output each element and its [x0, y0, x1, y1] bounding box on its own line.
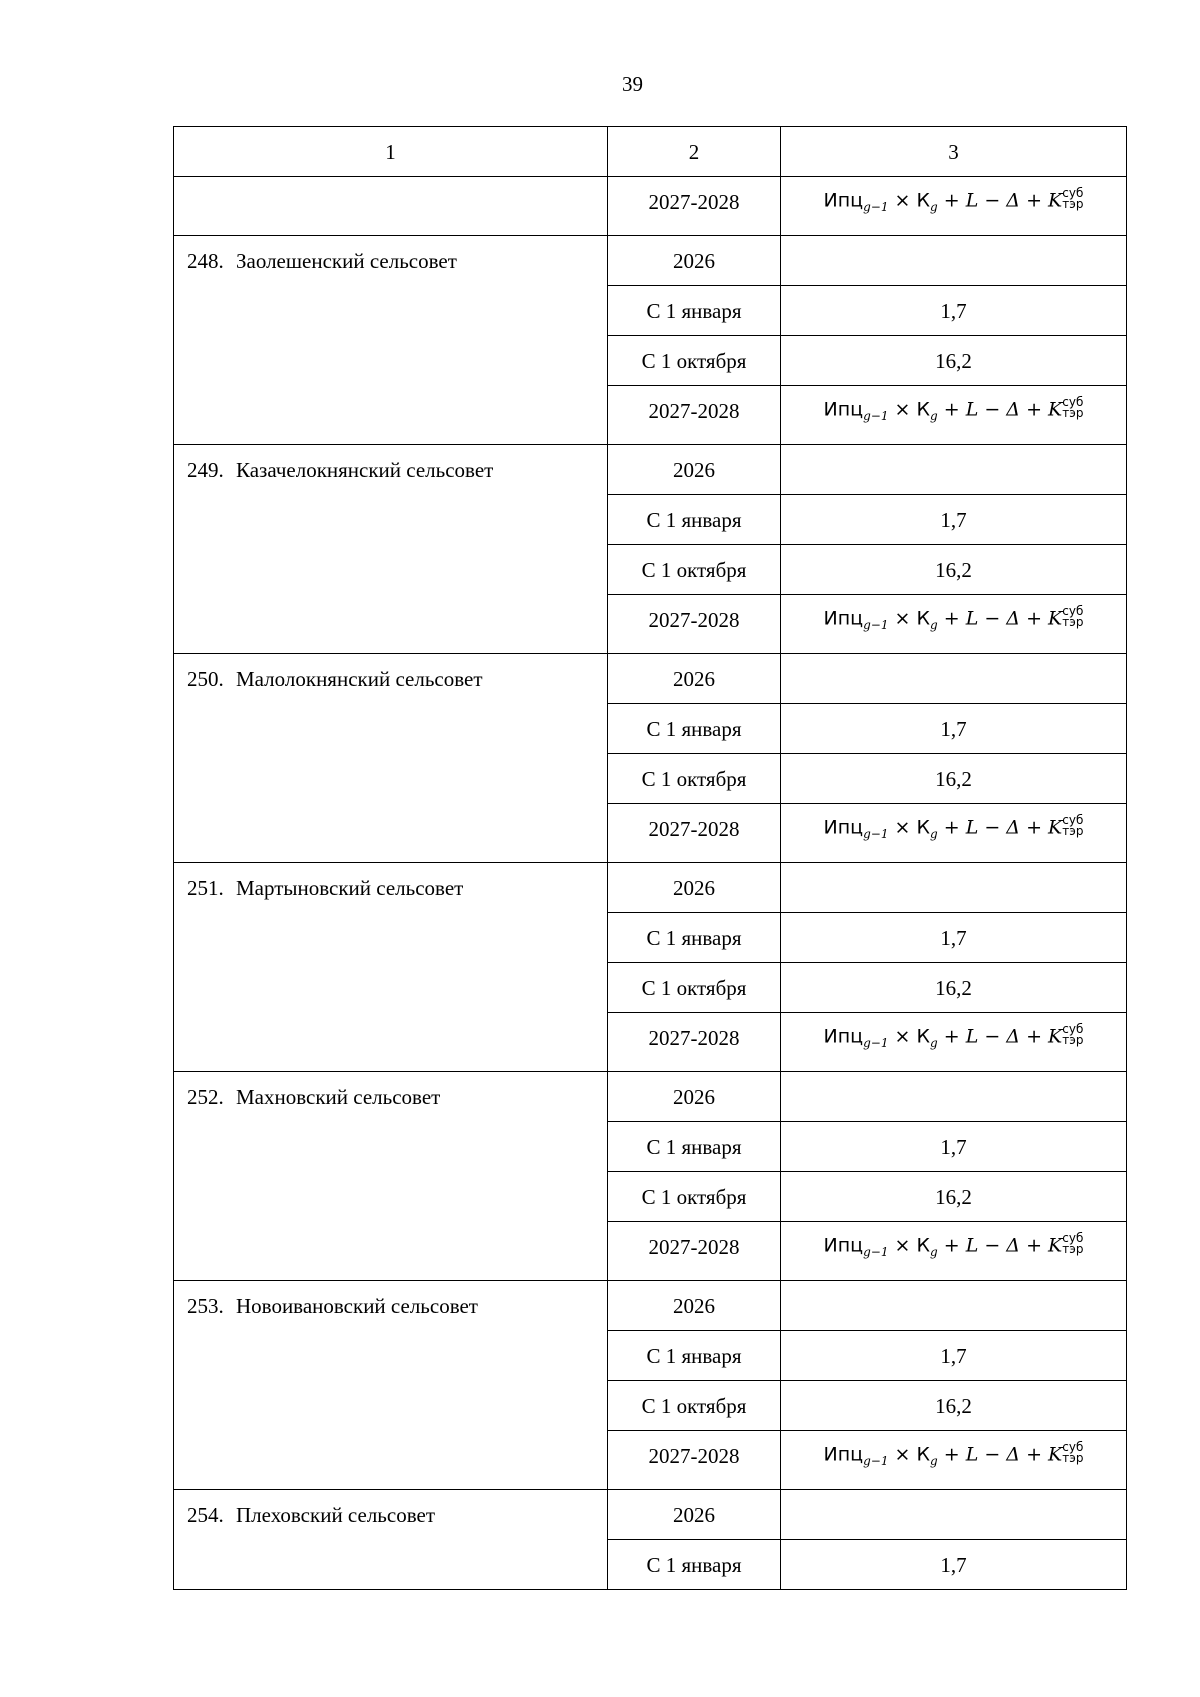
value-cell: 16,2	[781, 1381, 1127, 1431]
period-cell: С 1 января	[608, 913, 781, 963]
formula: $Ипц_{g-1} \times К_g + L - \Delta + K$ суб тэр	[823, 1440, 1084, 1469]
value-cell	[781, 1281, 1127, 1331]
value-cell: 16,2	[781, 963, 1127, 1013]
period-cell: 2026	[608, 1281, 781, 1331]
value-cell	[781, 236, 1127, 286]
header-col-1: 1	[174, 127, 608, 177]
settlement-cell	[174, 863, 608, 1072]
table-row	[174, 445, 1127, 495]
formula: $Ипц_{g-1} \times К_g + L - \Delta + K$ суб тэр	[823, 604, 1084, 633]
value-cell	[781, 177, 1127, 236]
value-cell: 1,7	[781, 913, 1127, 963]
period-cell: 2026	[608, 236, 781, 286]
row-number: 248.	[187, 249, 224, 273]
value-cell: 16,2	[781, 336, 1127, 386]
period-cell: С 1 января	[608, 495, 781, 545]
period-cell: 2027-2028	[608, 1222, 781, 1281]
row-number: 251.	[187, 876, 224, 900]
table-row	[174, 1281, 1127, 1331]
settlement-name: Малолокнянский сельсовет	[236, 667, 483, 691]
period-cell: 2026	[608, 863, 781, 913]
value-cell	[781, 1490, 1127, 1540]
table-row	[174, 177, 1127, 236]
period-cell: 2026	[608, 1072, 781, 1122]
settlement-cell	[174, 236, 608, 445]
table-row	[174, 236, 1127, 286]
value-cell: 1,7	[781, 286, 1127, 336]
value-cell: 1,7	[781, 1331, 1127, 1381]
formula: $Ипц_{g-1} \times К_g + L - \Delta + K$ суб тэр	[823, 1022, 1084, 1051]
period-cell: С 1 октября	[608, 336, 781, 386]
period-cell: 2027-2028	[608, 1431, 781, 1490]
formula: $Ипц_{g-1} \times К_g + L - \Delta + K$ суб тэр	[823, 813, 1084, 842]
settlement-name: Новоивановский сельсовет	[236, 1294, 478, 1318]
period-cell: 2027-2028	[608, 386, 781, 445]
name-cell	[174, 177, 608, 236]
period-cell: С 1 октября	[608, 1381, 781, 1431]
row-number: 253.	[187, 1294, 224, 1318]
settlement-name: Мартыновский сельсовет	[236, 876, 464, 900]
period-cell: С 1 октября	[608, 754, 781, 804]
value-cell	[781, 1431, 1127, 1490]
period-cell: 2026	[608, 654, 781, 704]
value-cell: 16,2	[781, 545, 1127, 595]
settlement-cell	[174, 1281, 608, 1490]
period-cell: 2027-2028	[608, 595, 781, 654]
period-cell: 2026	[608, 445, 781, 495]
value-cell: 1,7	[781, 495, 1127, 545]
formula: $Ипц_{g-1} \times К_g + L - \Delta + K$ суб тэр	[823, 395, 1084, 424]
settlement-cell	[174, 445, 608, 654]
page-number: 39	[622, 72, 643, 96]
header-col-3: 3	[781, 127, 1127, 177]
period-cell: С 1 января	[608, 1540, 781, 1590]
value-cell	[781, 445, 1127, 495]
settlement-name: Махновский сельсовет	[236, 1085, 441, 1109]
settlement-cell	[174, 654, 608, 863]
period-cell: С 1 октября	[608, 963, 781, 1013]
period-cell: 2027-2028	[608, 1013, 781, 1072]
period-cell: 2026	[608, 1490, 781, 1540]
value-cell: 1,7	[781, 1122, 1127, 1172]
formula: $Ипц_{g-1} \times К_g + L - \Delta + K$ суб тэр	[823, 1231, 1084, 1260]
settlement-name: Плеховский сельсовет	[236, 1503, 435, 1527]
value-cell	[781, 804, 1127, 863]
value-cell: 1,7	[781, 704, 1127, 754]
table-row	[174, 863, 1127, 913]
header-row	[174, 127, 1127, 177]
header-col-2: 2	[608, 127, 781, 177]
row-number: 249.	[187, 458, 224, 482]
value-cell	[781, 863, 1127, 913]
period-cell: С 1 октября	[608, 1172, 781, 1222]
table-row	[174, 1490, 1127, 1540]
settlement-name: Заолешенский сельсовет	[236, 249, 457, 273]
row-number: 250.	[187, 667, 224, 691]
value-cell: 16,2	[781, 754, 1127, 804]
value-cell: 16,2	[781, 1172, 1127, 1222]
value-cell	[781, 1072, 1127, 1122]
settlement-cell	[174, 1490, 608, 1590]
period-cell: 2027-2028	[608, 804, 781, 863]
value-cell	[781, 654, 1127, 704]
row-number: 254.	[187, 1503, 224, 1527]
table-row	[174, 1072, 1127, 1122]
period-cell: С 1 января	[608, 286, 781, 336]
value-cell	[781, 1013, 1127, 1072]
period-cell: С 1 января	[608, 1331, 781, 1381]
row-number: 252.	[187, 1085, 224, 1109]
value-cell: 1,7	[781, 1540, 1127, 1590]
period-cell: С 1 января	[608, 1122, 781, 1172]
table-row	[174, 654, 1127, 704]
period-cell: С 1 января	[608, 704, 781, 754]
data-table	[173, 126, 1127, 1590]
value-cell	[781, 386, 1127, 445]
value-cell	[781, 1222, 1127, 1281]
settlement-cell	[174, 1072, 608, 1281]
period-cell: С 1 октября	[608, 545, 781, 595]
period-cell: 2027-2028	[608, 177, 781, 236]
value-cell	[781, 595, 1127, 654]
formula: $Ипц_{g-1} \times К_g + L - \Delta + K$ суб тэр	[823, 186, 1084, 215]
settlement-name: Казачелокнянский сельсовет	[236, 458, 494, 482]
